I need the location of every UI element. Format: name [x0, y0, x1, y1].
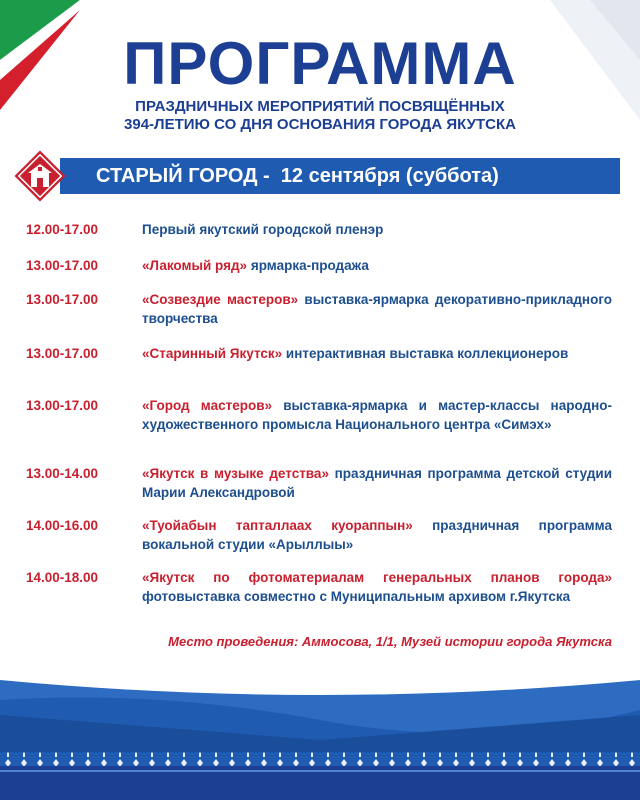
schedule-highlight: «Лакомый ряд»	[142, 258, 248, 273]
schedule-description	[142, 256, 612, 275]
schedule-text: ярмарка-продажа	[247, 258, 369, 273]
schedule-text: праздничная программа вокальной студии «Арыллыы»	[142, 518, 612, 552]
bottom-wave-decoration	[0, 660, 640, 800]
schedule-time: 13.00-17.00	[26, 258, 99, 273]
schedule-text: праздничная программа детской студии Марии Александровой	[142, 466, 612, 500]
schedule-time: 13.00-17.00	[26, 292, 99, 307]
schedule-description	[142, 396, 612, 434]
schedule-text: Первый якутский городской пленэр	[142, 222, 384, 237]
schedule-highlight: «Старинный Якутск»	[142, 346, 283, 361]
schedule-highlight: «Туойабын тапталлаах куораппын»	[142, 518, 413, 533]
schedule-text: выставка-ярмарка декоративно-прикладного творчества	[142, 292, 613, 326]
schedule-time: 14.00-16.00	[26, 518, 99, 533]
schedule-highlight: «Якутск в музыке детства»	[142, 466, 329, 481]
subtitle-line-1: ПРАЗДНИЧНЫХ МЕРОПРИЯТИЙ ПОСВЯЩЁННЫХ	[135, 98, 505, 115]
schedule-time: 13.00-14.00	[26, 466, 99, 481]
section-date: 12 сентября (суббота)	[280, 165, 499, 187]
schedule-description	[142, 344, 612, 363]
venue-note: Место проведения: Аммосова, 1/1, Музей истории города Якутска	[168, 634, 612, 649]
schedule-highlight: «Якутск по фотоматериалам генеральных планов города»	[142, 570, 612, 585]
house-icon	[12, 148, 68, 204]
schedule-description	[142, 220, 612, 239]
section-place: СТАРЫЙ ГОРОД -	[96, 165, 270, 187]
schedule-text: фотовыставка совместно с Муниципальным архивом г.Якутска	[142, 589, 571, 604]
page-subtitle	[0, 98, 640, 134]
schedule-highlight: «Созвездие мастеров»	[142, 292, 299, 307]
schedule-description	[142, 464, 612, 502]
section-header-bar	[60, 158, 620, 194]
schedule-highlight: «Город мастеров»	[142, 398, 273, 413]
schedule-text: интерактивная выставка коллекционеров	[282, 346, 569, 361]
schedule-description	[142, 290, 612, 328]
subtitle-line-2: 394-ЛЕТИЮ СО ДНЯ ОСНОВАНИЯ ГОРОДА ЯКУТСКА	[124, 116, 516, 133]
schedule-time: 13.00-17.00	[26, 398, 99, 413]
schedule-time: 14.00-18.00	[26, 570, 99, 585]
schedule-text: выставка-ярмарка и мастер-классы народно-художественного промысла Национального центра «Симэх»	[142, 398, 612, 432]
schedule-time: 12.00-17.00	[26, 222, 99, 237]
section-title	[96, 158, 499, 194]
page-title: ПРОГРАММА	[123, 30, 517, 97]
schedule-time: 13.00-17.00	[26, 346, 99, 361]
schedule-description	[142, 516, 612, 554]
schedule-description	[142, 568, 612, 606]
